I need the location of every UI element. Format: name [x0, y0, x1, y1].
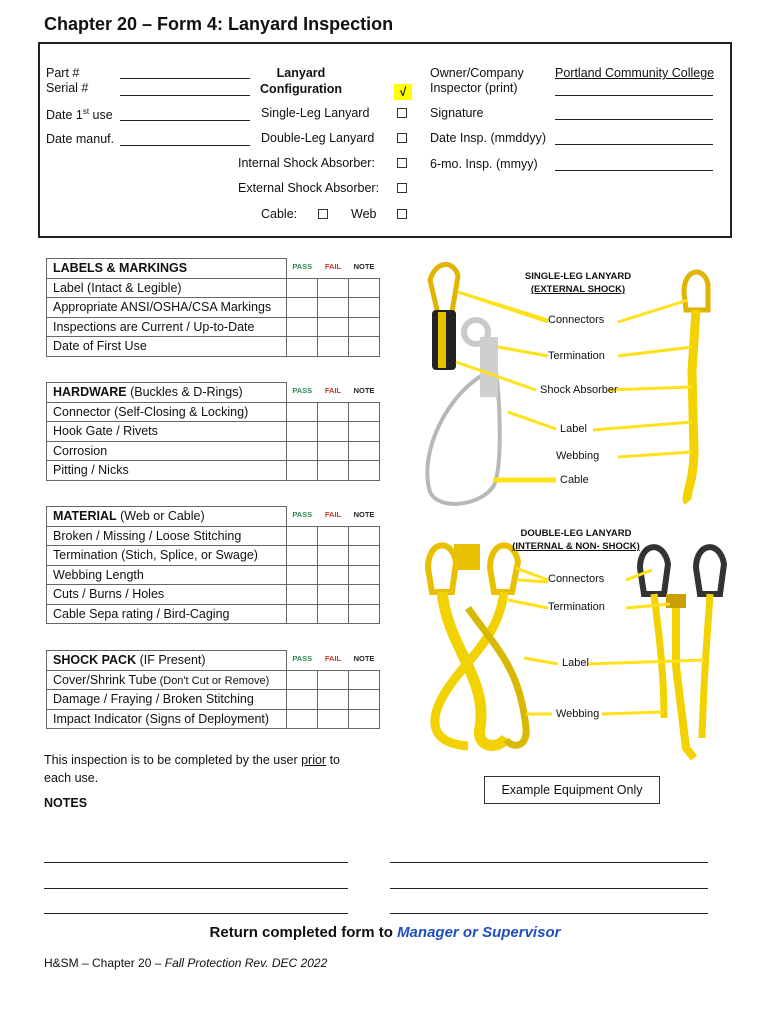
date-inspected-field[interactable] — [555, 144, 713, 145]
fail-cell[interactable] — [318, 298, 349, 318]
callout-line — [608, 387, 692, 390]
callout-line — [618, 452, 692, 457]
left-snap-hook — [430, 264, 458, 314]
part-number-label: Part # — [46, 66, 80, 80]
note-cell[interactable] — [349, 565, 380, 585]
table-row: Date of First Use — [47, 337, 380, 357]
material-table — [46, 506, 380, 624]
footer: H&SM – Chapter 20 – Fall Protection Rev. DEC 2022 — [44, 956, 328, 970]
section-title: SHOCK PACK (IF Present) — [47, 651, 287, 671]
single-leg-label: Single-Leg Lanyard — [261, 106, 370, 120]
internal-shock-label: Internal Shock Absorber: — [238, 156, 375, 170]
fail-header: FAIL — [324, 653, 342, 663]
note-header: NOTE — [353, 385, 375, 395]
right-leg-webbing — [654, 594, 664, 718]
callout-line — [524, 658, 558, 664]
pass-cell[interactable] — [287, 585, 318, 605]
pack-label — [438, 312, 446, 368]
callout-line — [588, 660, 704, 664]
cable-label: Cable: — [261, 207, 298, 221]
note-cell[interactable] — [349, 670, 380, 690]
cable-checkbox[interactable] — [318, 209, 328, 219]
note-cell[interactable] — [349, 546, 380, 566]
table-row: Hook Gate / Rivets — [47, 422, 380, 442]
table-row: Label (Intact & Legible) — [47, 278, 380, 298]
config-title-line2: Configuration — [260, 82, 342, 96]
table-row: Cover/Shrink Tube (Don't Cut or Remove) — [47, 670, 380, 690]
note-header: NOTE — [353, 653, 375, 663]
table-row: Broken / Missing / Loose Stitching — [47, 526, 380, 546]
note-cell[interactable] — [349, 604, 380, 624]
signature-label: Signature — [430, 106, 484, 120]
callout-connectors: Connectors — [548, 573, 605, 585]
rebar-hook-body — [480, 337, 498, 397]
notes-line[interactable] — [44, 862, 348, 863]
notes-line[interactable] — [390, 888, 708, 889]
note-cell[interactable] — [349, 526, 380, 546]
note-cell[interactable] — [349, 585, 380, 605]
webbing — [687, 310, 696, 502]
pass-cell[interactable] — [287, 337, 318, 357]
note-cell[interactable] — [349, 709, 380, 729]
six-month-field[interactable] — [555, 170, 713, 171]
serial-number-label: Serial # — [46, 81, 89, 95]
pass-cell[interactable] — [287, 690, 318, 710]
fail-cell[interactable] — [318, 526, 349, 546]
pass-cell[interactable] — [287, 461, 318, 481]
fail-cell[interactable] — [318, 278, 349, 298]
fail-cell[interactable] — [318, 670, 349, 690]
fail-cell[interactable] — [318, 441, 349, 461]
signature-field[interactable] — [555, 119, 713, 120]
owner-value: Portland Community College — [555, 66, 715, 80]
note-cell[interactable] — [349, 278, 380, 298]
right-snap-hook-2 — [696, 547, 724, 594]
fail-cell[interactable] — [318, 337, 349, 357]
callout-connectors: Connectors — [548, 314, 605, 326]
fail-cell[interactable] — [318, 461, 349, 481]
fail-cell[interactable] — [318, 402, 349, 422]
notes-line[interactable] — [390, 862, 708, 863]
date-first-use-field[interactable] — [120, 120, 250, 121]
pass-cell[interactable] — [287, 402, 318, 422]
section-title: HARDWARE (Buckles & D-Rings) — [47, 383, 287, 403]
pass-cell[interactable] — [287, 298, 318, 318]
fail-cell[interactable] — [318, 690, 349, 710]
note-cell[interactable] — [349, 441, 380, 461]
right-center-connector — [666, 594, 686, 608]
note-cell[interactable] — [349, 422, 380, 442]
hardware-table — [46, 382, 380, 481]
table-row: Inspections are Current / Up-to-Date — [47, 317, 380, 337]
table-row: Connector (Self-Closing & Locking) — [47, 402, 380, 422]
pass-cell[interactable] — [287, 441, 318, 461]
callout-line — [458, 292, 548, 322]
pass-header: PASS — [292, 509, 313, 519]
pass-header: PASS — [292, 385, 313, 395]
callout-line — [518, 580, 548, 582]
pass-header: PASS — [292, 261, 313, 271]
callout-webbing: Webbing — [556, 450, 600, 462]
callout-termination: Termination — [548, 601, 605, 613]
right-snap-hook — [684, 272, 708, 310]
double-leg-lanyard-figure — [408, 528, 733, 766]
notes-line[interactable] — [44, 888, 348, 889]
table-row: Corrosion — [47, 441, 380, 461]
callout-line — [618, 347, 692, 356]
date-manufactured-field[interactable] — [120, 145, 250, 146]
callout-cable: Cable — [560, 474, 589, 486]
pass-cell[interactable] — [287, 422, 318, 442]
fail-cell[interactable] — [318, 317, 349, 337]
page-title: Chapter 20 – Form 4: Lanyard Inspection — [44, 14, 394, 34]
example-equipment-label: Example Equipment Only — [484, 776, 660, 804]
fail-cell[interactable] — [318, 585, 349, 605]
fail-cell[interactable] — [318, 604, 349, 624]
labels-markings-table — [46, 258, 380, 357]
notes-line[interactable] — [44, 913, 348, 914]
callout-line — [626, 604, 670, 608]
callout-line — [508, 600, 548, 608]
pass-cell[interactable] — [287, 670, 318, 690]
inspector-label: Inspector (print) — [430, 81, 518, 95]
note-header: NOTE — [353, 509, 375, 519]
date-inspected-label: Date Insp. (mmddyy) — [430, 131, 547, 145]
table-row: Appropriate ANSI/OSHA/CSA Markings — [47, 298, 380, 318]
pass-cell[interactable] — [287, 546, 318, 566]
external-shock-label: External Shock Absorber: — [238, 181, 380, 195]
pass-cell[interactable] — [287, 317, 318, 337]
config-checked-mark[interactable]: √ — [394, 84, 412, 100]
right-leg-webbing-2 — [702, 594, 710, 738]
part-number-field[interactable] — [120, 78, 250, 79]
pass-cell[interactable] — [287, 278, 318, 298]
fail-header: FAIL — [324, 509, 342, 519]
notes-label: NOTES — [44, 796, 88, 810]
fail-cell[interactable] — [318, 546, 349, 566]
double-leg-checkbox[interactable] — [397, 133, 407, 143]
note-cell[interactable] — [349, 298, 380, 318]
table-row: Cable Sepa rating / Bird-Caging — [47, 604, 380, 624]
inspector-field[interactable] — [555, 95, 713, 96]
table-row: Damage / Fraying / Broken Stitching — [47, 690, 380, 710]
pass-cell[interactable] — [287, 565, 318, 585]
owner-label: Owner/Company — [430, 66, 524, 80]
callout-termination: Termination — [548, 350, 605, 362]
double-leg-label: Double-Leg Lanyard — [261, 131, 375, 145]
double-leg-figure-title: DOUBLE-LEG LANYARD (INTERNAL & NON- SHOCK) — [512, 528, 640, 552]
callout-line — [602, 712, 664, 714]
date-first-use-label: Date 1st use — [46, 107, 113, 123]
pass-header: PASS — [292, 653, 313, 663]
table-row: Cuts / Burns / Holes — [47, 585, 380, 605]
pass-cell[interactable] — [287, 604, 318, 624]
external-shock-checkbox[interactable] — [397, 183, 407, 193]
web-label: Web — [351, 207, 377, 221]
note-header: NOTE — [353, 261, 375, 271]
web-checkbox[interactable] — [397, 209, 407, 219]
callout-line — [516, 568, 548, 580]
right-snap-hook-1 — [640, 547, 668, 594]
date-manufactured-label: Date manuf. — [46, 132, 115, 146]
callout-line — [508, 412, 556, 429]
right-leg-webbing-3 — [676, 608, 694, 758]
internal-shock-checkbox[interactable] — [397, 158, 407, 168]
instruction-line-1: This inspection is to be completed by the user prior to — [44, 753, 341, 767]
shock-pack-table — [46, 650, 380, 729]
center-connector — [454, 544, 480, 570]
note-cell[interactable] — [349, 461, 380, 481]
pass-cell[interactable] — [287, 709, 318, 729]
callout-shock-absorber: Shock Absorber — [540, 384, 618, 396]
callout-line — [618, 300, 688, 322]
table-row: Pitting / Nicks — [47, 461, 380, 481]
callout-line — [593, 422, 692, 430]
section-title: LABELS & MARKINGS — [47, 259, 287, 279]
fail-header: FAIL — [324, 261, 342, 271]
note-cell[interactable] — [349, 337, 380, 357]
callout-line — [498, 347, 548, 356]
note-cell[interactable] — [349, 317, 380, 337]
fail-cell[interactable] — [318, 709, 349, 729]
serial-number-field[interactable] — [120, 95, 250, 96]
six-month-label: 6-mo. Insp. (mmyy) — [430, 157, 538, 171]
single-leg-figure-title: SINGLE-LEG LANYARD (EXTERNAL SHOCK) — [524, 271, 632, 295]
left-snap-hook-1 — [428, 545, 456, 592]
callout-label: Label — [560, 423, 587, 435]
table-row: Impact Indicator (Signs of Deployment) — [47, 709, 380, 729]
single-leg-checkbox[interactable] — [397, 108, 407, 118]
note-cell[interactable] — [349, 402, 380, 422]
return-instruction: Return completed form to Manager or Supervisor — [209, 924, 561, 941]
note-cell[interactable] — [349, 690, 380, 710]
section-title: MATERIAL (Web or Cable) — [47, 507, 287, 527]
config-title-line1: Lanyard — [276, 66, 326, 80]
pass-cell[interactable] — [287, 526, 318, 546]
table-row: Webbing Length — [47, 565, 380, 585]
callout-label: Label — [562, 657, 589, 669]
notes-line[interactable] — [390, 913, 708, 914]
fail-cell[interactable] — [318, 422, 349, 442]
fail-header: FAIL — [324, 385, 342, 395]
fail-cell[interactable] — [318, 565, 349, 585]
instruction-line-2: each use. — [44, 771, 99, 785]
table-row: Termination (Stich, Splice, or Swage) — [47, 546, 380, 566]
callout-webbing: Webbing — [556, 708, 600, 720]
